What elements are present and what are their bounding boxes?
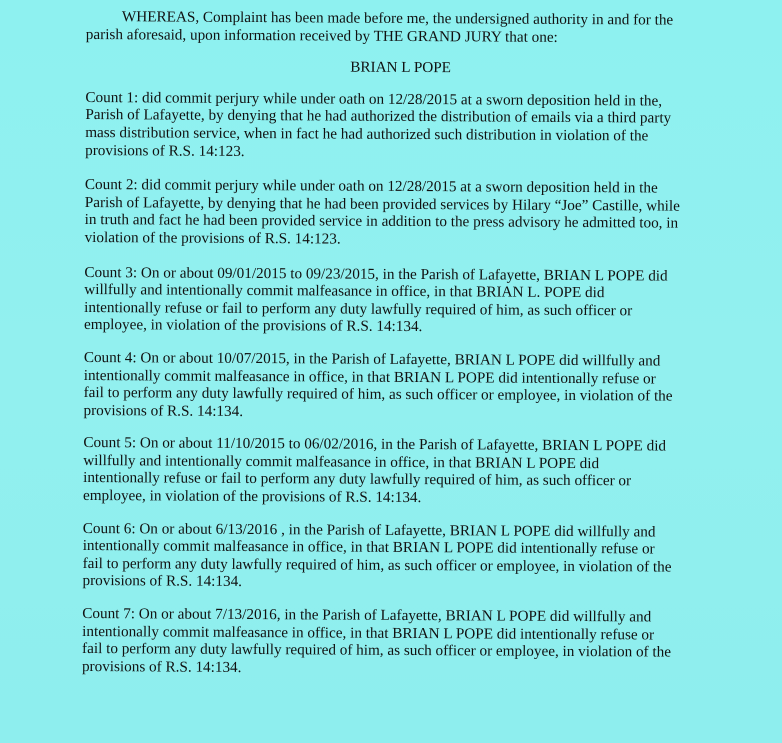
count-4-paragraph: Count 4: On or about 10/07/2015, in the Parish of Lafayette, BRIAN L POPE did willfully and intentionally commit malfeasance in office, in that BRIAN L POPE did intentionally refuse or fail to perform any duty lawfully required of him, as such officer or employee, in violation of the provisions of R.S. 14:134. (83, 348, 673, 420)
count-3-paragraph: Count 3: On or about 09/01/2015 to 09/23/2015, in the Parish of Lafayette, BRIAN L POPE did willfully and intentionally commit malfeasance in office, in that BRIAN L. POPE did intentionally refuse or fail to perform any duty lawfully required of him, as such officer or employee, in violation of the provisions of R.S. 14:134. (84, 263, 668, 336)
document-text (82, 8, 716, 679)
count-2-paragraph: Count 2: did commit perjury while under oath on 12/28/2015 at a sworn deposition held in the Parish of Lafayette, by denying that he had been provided services by Hilary “Joe” Castille, while in truth and fact he had been provided service in addition to the press advisory he admitted too, in violation of the provisions of R.S. 14:123. (84, 176, 680, 248)
count-5-paragraph: Count 5: On or about 11/10/2015 to 06/02/2016, in the Parish of Lafayette, BRIAN L POPE did willfully and intentionally commit malfeasance in office, in that BRIAN L POPE did intentionally refuse or fail to perform any duty lawfully required of him, as such officer or employee, in violation of the provisions of R.S. 14:134. (82, 434, 667, 507)
intro-paragraph: WHEREAS, Complaint has been made before me, the undersigned authority in and for the parish aforesaid, upon information received by THE GRAND JURY that one: (85, 8, 674, 46)
count-6-paragraph: Count 6: On or about 6/13/2016 , in the Parish of Lafayette, BRIAN L POPE did willfully and intentionally commit malfeasance in office, in that BRIAN L POPE did intentionally refuse or fail to perform any duty lawfully required of him, as such officer or employee, in violation of the provisions of R.S. 14:134. (82, 519, 672, 591)
count-1-paragraph: Count 1: did commit perjury while under oath on 12/28/2015 at a sworn deposition held in the, Parish of Lafayette, by denying that he had authorized the distribution of emails via a third party mass distribution service, when in fact he had authorized such distribution in violation of the provisions of R.S. 14:123. (85, 88, 672, 160)
count-7-paragraph: Count 7: On or about 7/13/2016, in the Parish of Lafayette, BRIAN L POPE did willfully and intentionally commit malfeasance in office, in that BRIAN L POPE did intentionally refuse or fail to perform any duty lawfully required of him, as such officer or employee, in violation of the provisions of R.S. 14:134. (81, 605, 672, 676)
defendant-name: BRIAN L POPE (350, 58, 452, 77)
